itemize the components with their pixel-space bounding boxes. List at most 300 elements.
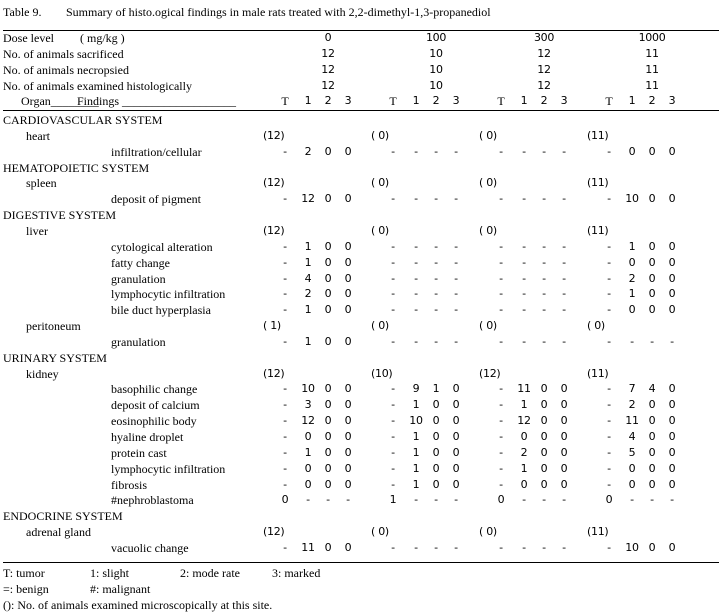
finding-label: protein cast xyxy=(111,445,167,460)
examined-count: (11) xyxy=(587,525,609,539)
header-value: 12 xyxy=(321,78,335,92)
examined-count: (12) xyxy=(263,366,285,380)
subcolumn-header-T: T xyxy=(281,94,289,109)
finding-value: - xyxy=(391,430,395,443)
finding-value: 0 xyxy=(344,445,352,459)
finding-value: - xyxy=(522,144,526,158)
finding-value: 1 xyxy=(304,445,312,459)
finding-value: - xyxy=(391,255,395,269)
finding-value: - xyxy=(542,540,546,554)
finding-value: 0 xyxy=(648,477,656,491)
finding-value: 0 xyxy=(540,398,548,412)
finding-value: 0 xyxy=(668,540,676,554)
finding-value: - xyxy=(499,414,503,428)
finding-value: 0 xyxy=(648,239,656,253)
finding-value: - xyxy=(434,144,438,158)
finding-value: - xyxy=(630,334,634,348)
finding-value: 0 xyxy=(668,303,676,317)
finding-value: 5 xyxy=(628,445,636,459)
finding-value: - xyxy=(499,477,503,491)
examined-count: ( 0) xyxy=(587,319,605,333)
finding-value: 0 xyxy=(432,430,440,443)
finding-value: - xyxy=(607,287,611,301)
finding-value: 0 xyxy=(344,430,352,443)
finding-value: - xyxy=(454,540,458,554)
finding-value: 0 xyxy=(324,144,332,158)
subcolumn-header-T: T xyxy=(605,94,613,109)
finding-value: 0 xyxy=(344,303,352,317)
table-title: Summary of histo.ogical findings in male rats treated with 2,2-dimethyl-1,3-propanediol xyxy=(66,5,491,19)
finding-value: 1 xyxy=(412,445,420,459)
finding-value: 0 xyxy=(324,445,332,459)
finding-value: 0 xyxy=(540,445,548,459)
header-row-label: Dose level xyxy=(3,31,54,45)
finding-value: 0 xyxy=(344,255,352,269)
finding-value: 0 xyxy=(432,461,440,475)
header-value: 300 xyxy=(533,31,555,44)
finding-value: 1 xyxy=(304,255,312,269)
finding-value: 0 xyxy=(432,445,440,459)
finding-value: 4 xyxy=(304,271,312,285)
finding-value: 1 xyxy=(412,430,420,443)
examined-count: (12) xyxy=(479,366,501,380)
finding-value: - xyxy=(283,271,287,285)
subcolumn-header-2: 2 xyxy=(540,94,548,108)
organ-label: kidney xyxy=(26,366,59,381)
finding-value: 0 xyxy=(344,477,352,491)
finding-value: - xyxy=(522,303,526,317)
finding-value: - xyxy=(562,192,566,206)
finding-value: 0 xyxy=(344,334,352,348)
finding-value: 1 xyxy=(412,461,420,475)
examined-count: (11) xyxy=(587,128,609,142)
header-rule xyxy=(3,110,719,111)
finding-value: - xyxy=(391,398,395,412)
finding-value: - xyxy=(414,287,418,301)
finding-value: 0 xyxy=(540,477,548,491)
finding-value: 0 xyxy=(344,271,352,285)
finding-value: - xyxy=(607,192,611,206)
subcolumn-header-1: 1 xyxy=(304,94,312,108)
finding-value: - xyxy=(607,540,611,554)
header-value: 10 xyxy=(429,78,443,92)
finding-value: - xyxy=(630,493,634,507)
finding-value: - xyxy=(391,192,395,206)
finding-value: - xyxy=(283,255,287,269)
subcolumn-header-T: T xyxy=(389,94,397,109)
finding-value: 0 xyxy=(304,477,312,491)
finding-value: 1 xyxy=(304,239,312,253)
finding-value: - xyxy=(454,144,458,158)
finding-value: 0 xyxy=(452,477,460,491)
finding-value: 0 xyxy=(344,398,352,412)
finding-value: 0 xyxy=(324,239,332,253)
finding-label: bile duct hyperplasia xyxy=(111,303,211,318)
finding-value: - xyxy=(283,287,287,301)
finding-label: basophilic change xyxy=(111,382,198,397)
finding-value: - xyxy=(562,287,566,301)
header-row-label: No. of animals examined histologically xyxy=(3,78,192,93)
finding-value: 0 xyxy=(304,461,312,475)
header-row-label: No. of animals sacrificed xyxy=(3,46,124,61)
finding-value: - xyxy=(283,239,287,253)
finding-value: - xyxy=(542,493,546,507)
finding-value: - xyxy=(414,271,418,285)
finding-value: 11 xyxy=(517,382,531,396)
finding-label: vacuolic change xyxy=(111,540,189,555)
finding-value: - xyxy=(434,287,438,301)
finding-value: - xyxy=(562,144,566,158)
organ-label: liver xyxy=(26,223,48,238)
finding-value: 0 xyxy=(648,271,656,285)
finding-label: hyaline droplet xyxy=(111,430,184,444)
finding-value: 0 xyxy=(668,445,676,459)
finding-value: 0 xyxy=(520,430,528,443)
finding-value: 1 xyxy=(304,334,312,348)
organ-column-header: Organ________ xyxy=(21,94,99,109)
legend-malignant: #: malignant xyxy=(90,582,151,596)
header-value: 12 xyxy=(537,78,551,92)
finding-value: 0 xyxy=(324,192,332,206)
finding-label: infiltration/cellular xyxy=(111,144,202,159)
finding-value: 0 xyxy=(628,303,636,317)
legend-tumor: T: tumor xyxy=(3,566,45,580)
finding-value: - xyxy=(562,493,566,507)
examined-count: ( 1) xyxy=(263,319,281,333)
finding-value: 0 xyxy=(540,414,548,428)
finding-value: 0 xyxy=(324,398,332,412)
finding-value: - xyxy=(391,414,395,428)
finding-value: 2 xyxy=(304,287,312,301)
finding-value: 0 xyxy=(560,461,568,475)
finding-value: - xyxy=(607,445,611,459)
finding-value: 0 xyxy=(668,144,676,158)
finding-value: 12 xyxy=(301,192,315,206)
finding-value: 0 xyxy=(324,461,332,475)
finding-value: 0 xyxy=(560,477,568,491)
subcolumn-header-1: 1 xyxy=(628,94,636,108)
finding-value: 2 xyxy=(628,271,636,285)
finding-value: 9 xyxy=(412,382,420,396)
finding-label: granulation xyxy=(111,271,166,286)
finding-value: - xyxy=(670,493,674,507)
finding-value: 0 xyxy=(648,414,656,428)
header-value: 10 xyxy=(429,62,443,76)
finding-value: - xyxy=(607,477,611,491)
finding-value: - xyxy=(283,303,287,317)
finding-value: 11 xyxy=(625,414,639,428)
finding-value: 0 xyxy=(648,398,656,412)
finding-value: - xyxy=(414,192,418,206)
legend-marked: 3: marked xyxy=(272,566,321,580)
finding-value: - xyxy=(283,430,287,443)
finding-value: 0 xyxy=(540,430,548,443)
finding-value: - xyxy=(454,493,458,507)
finding-value: - xyxy=(306,493,310,507)
finding-value: 0 xyxy=(344,540,352,554)
finding-value: - xyxy=(562,239,566,253)
finding-value: - xyxy=(670,334,674,348)
finding-value: - xyxy=(499,540,503,554)
finding-value: - xyxy=(283,334,287,348)
finding-value: - xyxy=(522,287,526,301)
header-row-label: No. of animals necropsied xyxy=(3,62,129,77)
finding-value: - xyxy=(499,334,503,348)
finding-value: - xyxy=(522,334,526,348)
finding-value: 0 xyxy=(452,445,460,459)
finding-value: - xyxy=(542,303,546,317)
header-value: 11 xyxy=(645,62,659,76)
finding-value: - xyxy=(499,398,503,412)
finding-value: 0 xyxy=(324,540,332,554)
finding-value: - xyxy=(499,287,503,301)
finding-value: - xyxy=(414,144,418,158)
finding-value: 0 xyxy=(497,493,505,507)
finding-value: - xyxy=(562,540,566,554)
finding-value: 0 xyxy=(668,461,676,475)
finding-value: - xyxy=(414,255,418,269)
findings-column-header: Findings ___________________ xyxy=(77,94,237,109)
finding-value: - xyxy=(542,239,546,253)
finding-value: 0 xyxy=(648,430,656,443)
header-value: 12 xyxy=(537,62,551,76)
finding-value: - xyxy=(650,334,654,348)
finding-label: cytological alteration xyxy=(111,239,213,254)
legend-slight: 1: slight xyxy=(90,566,130,580)
finding-value: 0 xyxy=(324,287,332,301)
finding-value: 2 xyxy=(628,398,636,412)
finding-value: 1 xyxy=(304,303,312,317)
finding-value: 11 xyxy=(301,540,315,554)
finding-label: deposit of calcium xyxy=(111,398,200,413)
examined-count: ( 0) xyxy=(371,223,389,237)
finding-value: - xyxy=(522,271,526,285)
finding-value: - xyxy=(391,477,395,491)
finding-value: - xyxy=(499,239,503,253)
finding-value: - xyxy=(391,540,395,554)
finding-value: - xyxy=(391,445,395,459)
finding-value: - xyxy=(607,239,611,253)
finding-value: 0 xyxy=(648,303,656,317)
finding-value: 1 xyxy=(628,287,636,301)
finding-value: - xyxy=(562,303,566,317)
finding-value: 0 xyxy=(648,461,656,475)
finding-value: 0 xyxy=(324,477,332,491)
finding-value: 12 xyxy=(517,414,531,428)
finding-value: 0 xyxy=(628,255,636,269)
finding-value: 0 xyxy=(344,382,352,396)
finding-value: 0 xyxy=(324,414,332,428)
examined-count: (11) xyxy=(587,366,609,380)
examined-count: ( 0) xyxy=(479,128,497,142)
finding-value: 10 xyxy=(301,382,315,396)
finding-value: - xyxy=(607,271,611,285)
finding-value: 1 xyxy=(412,398,420,412)
finding-value: 0 xyxy=(344,414,352,428)
finding-value: 10 xyxy=(409,414,423,428)
finding-value: 0 xyxy=(344,461,352,475)
finding-value: - xyxy=(283,398,287,412)
finding-value: 0 xyxy=(648,287,656,301)
examined-count: (12) xyxy=(263,128,285,142)
finding-value: - xyxy=(562,271,566,285)
finding-value: 0 xyxy=(452,414,460,428)
examined-count: ( 0) xyxy=(371,176,389,190)
finding-value: - xyxy=(283,445,287,459)
finding-value: - xyxy=(414,303,418,317)
examined-count: (11) xyxy=(587,176,609,190)
finding-value: - xyxy=(607,398,611,412)
finding-value: - xyxy=(414,239,418,253)
finding-value: 0 xyxy=(452,398,460,412)
examined-count: ( 0) xyxy=(371,525,389,539)
finding-value: 0 xyxy=(648,192,656,206)
finding-value: - xyxy=(454,255,458,269)
finding-value: 1 xyxy=(389,493,397,507)
finding-value: - xyxy=(283,144,287,158)
finding-value: 2 xyxy=(520,445,528,459)
finding-value: - xyxy=(346,493,350,507)
finding-value: 0 xyxy=(648,540,656,554)
examined-count: (12) xyxy=(263,176,285,190)
header-value: 12 xyxy=(537,46,551,60)
finding-value: - xyxy=(283,477,287,491)
finding-label: #nephroblastoma xyxy=(111,493,194,508)
finding-value: 0 xyxy=(668,414,676,428)
finding-value: - xyxy=(434,334,438,348)
bottom-rule xyxy=(3,562,719,563)
finding-value: 0 xyxy=(668,382,676,396)
finding-value: - xyxy=(434,493,438,507)
finding-value: - xyxy=(650,493,654,507)
finding-value: 0 xyxy=(628,144,636,158)
finding-value: 1 xyxy=(432,382,440,396)
finding-value: 0 xyxy=(668,255,676,269)
finding-value: 0 xyxy=(560,414,568,428)
finding-value: - xyxy=(454,334,458,348)
header-value: 12 xyxy=(321,62,335,76)
finding-value: - xyxy=(522,192,526,206)
examined-count: ( 0) xyxy=(479,319,497,333)
finding-value: 0 xyxy=(452,461,460,475)
finding-value: 0 xyxy=(344,144,352,158)
finding-value: 0 xyxy=(324,334,332,348)
system-heading: CARDIOVASCULAR SYSTEM xyxy=(3,113,163,127)
examined-count: ( 0) xyxy=(371,319,389,333)
examined-count: ( 0) xyxy=(479,525,497,539)
finding-value: - xyxy=(542,192,546,206)
finding-label: deposit of pigment xyxy=(111,192,201,207)
legend-benign: =: benign xyxy=(3,582,49,596)
finding-value: 1 xyxy=(412,477,420,491)
finding-value: 0 xyxy=(452,430,460,443)
finding-value: 0 xyxy=(304,430,312,443)
finding-value: - xyxy=(499,271,503,285)
finding-value: - xyxy=(499,461,503,475)
finding-value: 0 xyxy=(560,398,568,412)
finding-value: - xyxy=(522,255,526,269)
finding-value: - xyxy=(454,271,458,285)
header-value: 100 xyxy=(425,31,447,44)
subcolumn-header-1: 1 xyxy=(412,94,420,108)
finding-value: - xyxy=(434,239,438,253)
finding-label: lymphocytic infiltration xyxy=(111,287,226,302)
finding-value: - xyxy=(434,540,438,554)
finding-value: - xyxy=(607,303,611,317)
finding-value: 0 xyxy=(668,192,676,206)
finding-value: - xyxy=(391,303,395,317)
finding-value: - xyxy=(414,493,418,507)
system-heading: DIGESTIVE SYSTEM xyxy=(3,208,116,223)
finding-value: - xyxy=(283,540,287,554)
finding-value: - xyxy=(391,144,395,158)
subcolumn-header-T: T xyxy=(497,94,505,109)
examined-count: (11) xyxy=(587,223,609,237)
examined-count: (12) xyxy=(263,223,285,237)
finding-value: - xyxy=(283,382,287,396)
organ-label: spleen xyxy=(26,176,57,191)
finding-value: 0 xyxy=(648,144,656,158)
finding-value: 0 xyxy=(432,477,440,491)
finding-value: - xyxy=(391,271,395,285)
finding-value: - xyxy=(542,271,546,285)
finding-value: - xyxy=(499,445,503,459)
finding-value: 0 xyxy=(324,271,332,285)
finding-value: - xyxy=(434,271,438,285)
system-heading: ENDOCRINE SYSTEM xyxy=(3,509,123,524)
finding-value: - xyxy=(414,334,418,348)
finding-value: - xyxy=(562,334,566,348)
finding-value: - xyxy=(499,303,503,317)
subcolumn-header-3: 3 xyxy=(560,94,568,108)
organ-label: peritoneum xyxy=(26,319,81,334)
subcolumn-header-3: 3 xyxy=(344,94,352,108)
header-value: 12 xyxy=(321,46,335,60)
finding-value: 7 xyxy=(628,382,636,396)
finding-value: - xyxy=(607,430,611,443)
finding-label: eosinophilic body xyxy=(111,414,197,429)
system-heading: HEMATOPOIETIC SYSTEM xyxy=(3,160,150,175)
header-value: 0 xyxy=(324,31,332,44)
dose-unit: ( mg/kg ) xyxy=(80,31,125,45)
finding-value: 4 xyxy=(648,382,656,396)
finding-value: - xyxy=(522,239,526,253)
finding-value: - xyxy=(326,493,330,507)
finding-value: - xyxy=(434,255,438,269)
finding-value: - xyxy=(414,540,418,554)
finding-value: - xyxy=(454,192,458,206)
finding-value: - xyxy=(499,255,503,269)
finding-value: - xyxy=(607,382,611,396)
finding-value: 2 xyxy=(304,144,312,158)
finding-value: - xyxy=(499,144,503,158)
finding-value: 0 xyxy=(648,255,656,269)
legend-moderate: 2: mode rate xyxy=(180,566,240,580)
finding-value: - xyxy=(434,303,438,317)
finding-value: - xyxy=(454,303,458,317)
subcolumn-header-3: 3 xyxy=(668,94,676,108)
examined-count: ( 0) xyxy=(479,176,497,190)
finding-value: - xyxy=(283,192,287,206)
finding-value: 0 xyxy=(432,414,440,428)
finding-value: 0 xyxy=(648,445,656,459)
finding-value: - xyxy=(607,144,611,158)
finding-value: 0 xyxy=(324,255,332,269)
finding-value: 0 xyxy=(324,303,332,317)
finding-value: 0 xyxy=(605,493,613,507)
finding-value: - xyxy=(283,414,287,428)
finding-value: 0 xyxy=(668,398,676,412)
